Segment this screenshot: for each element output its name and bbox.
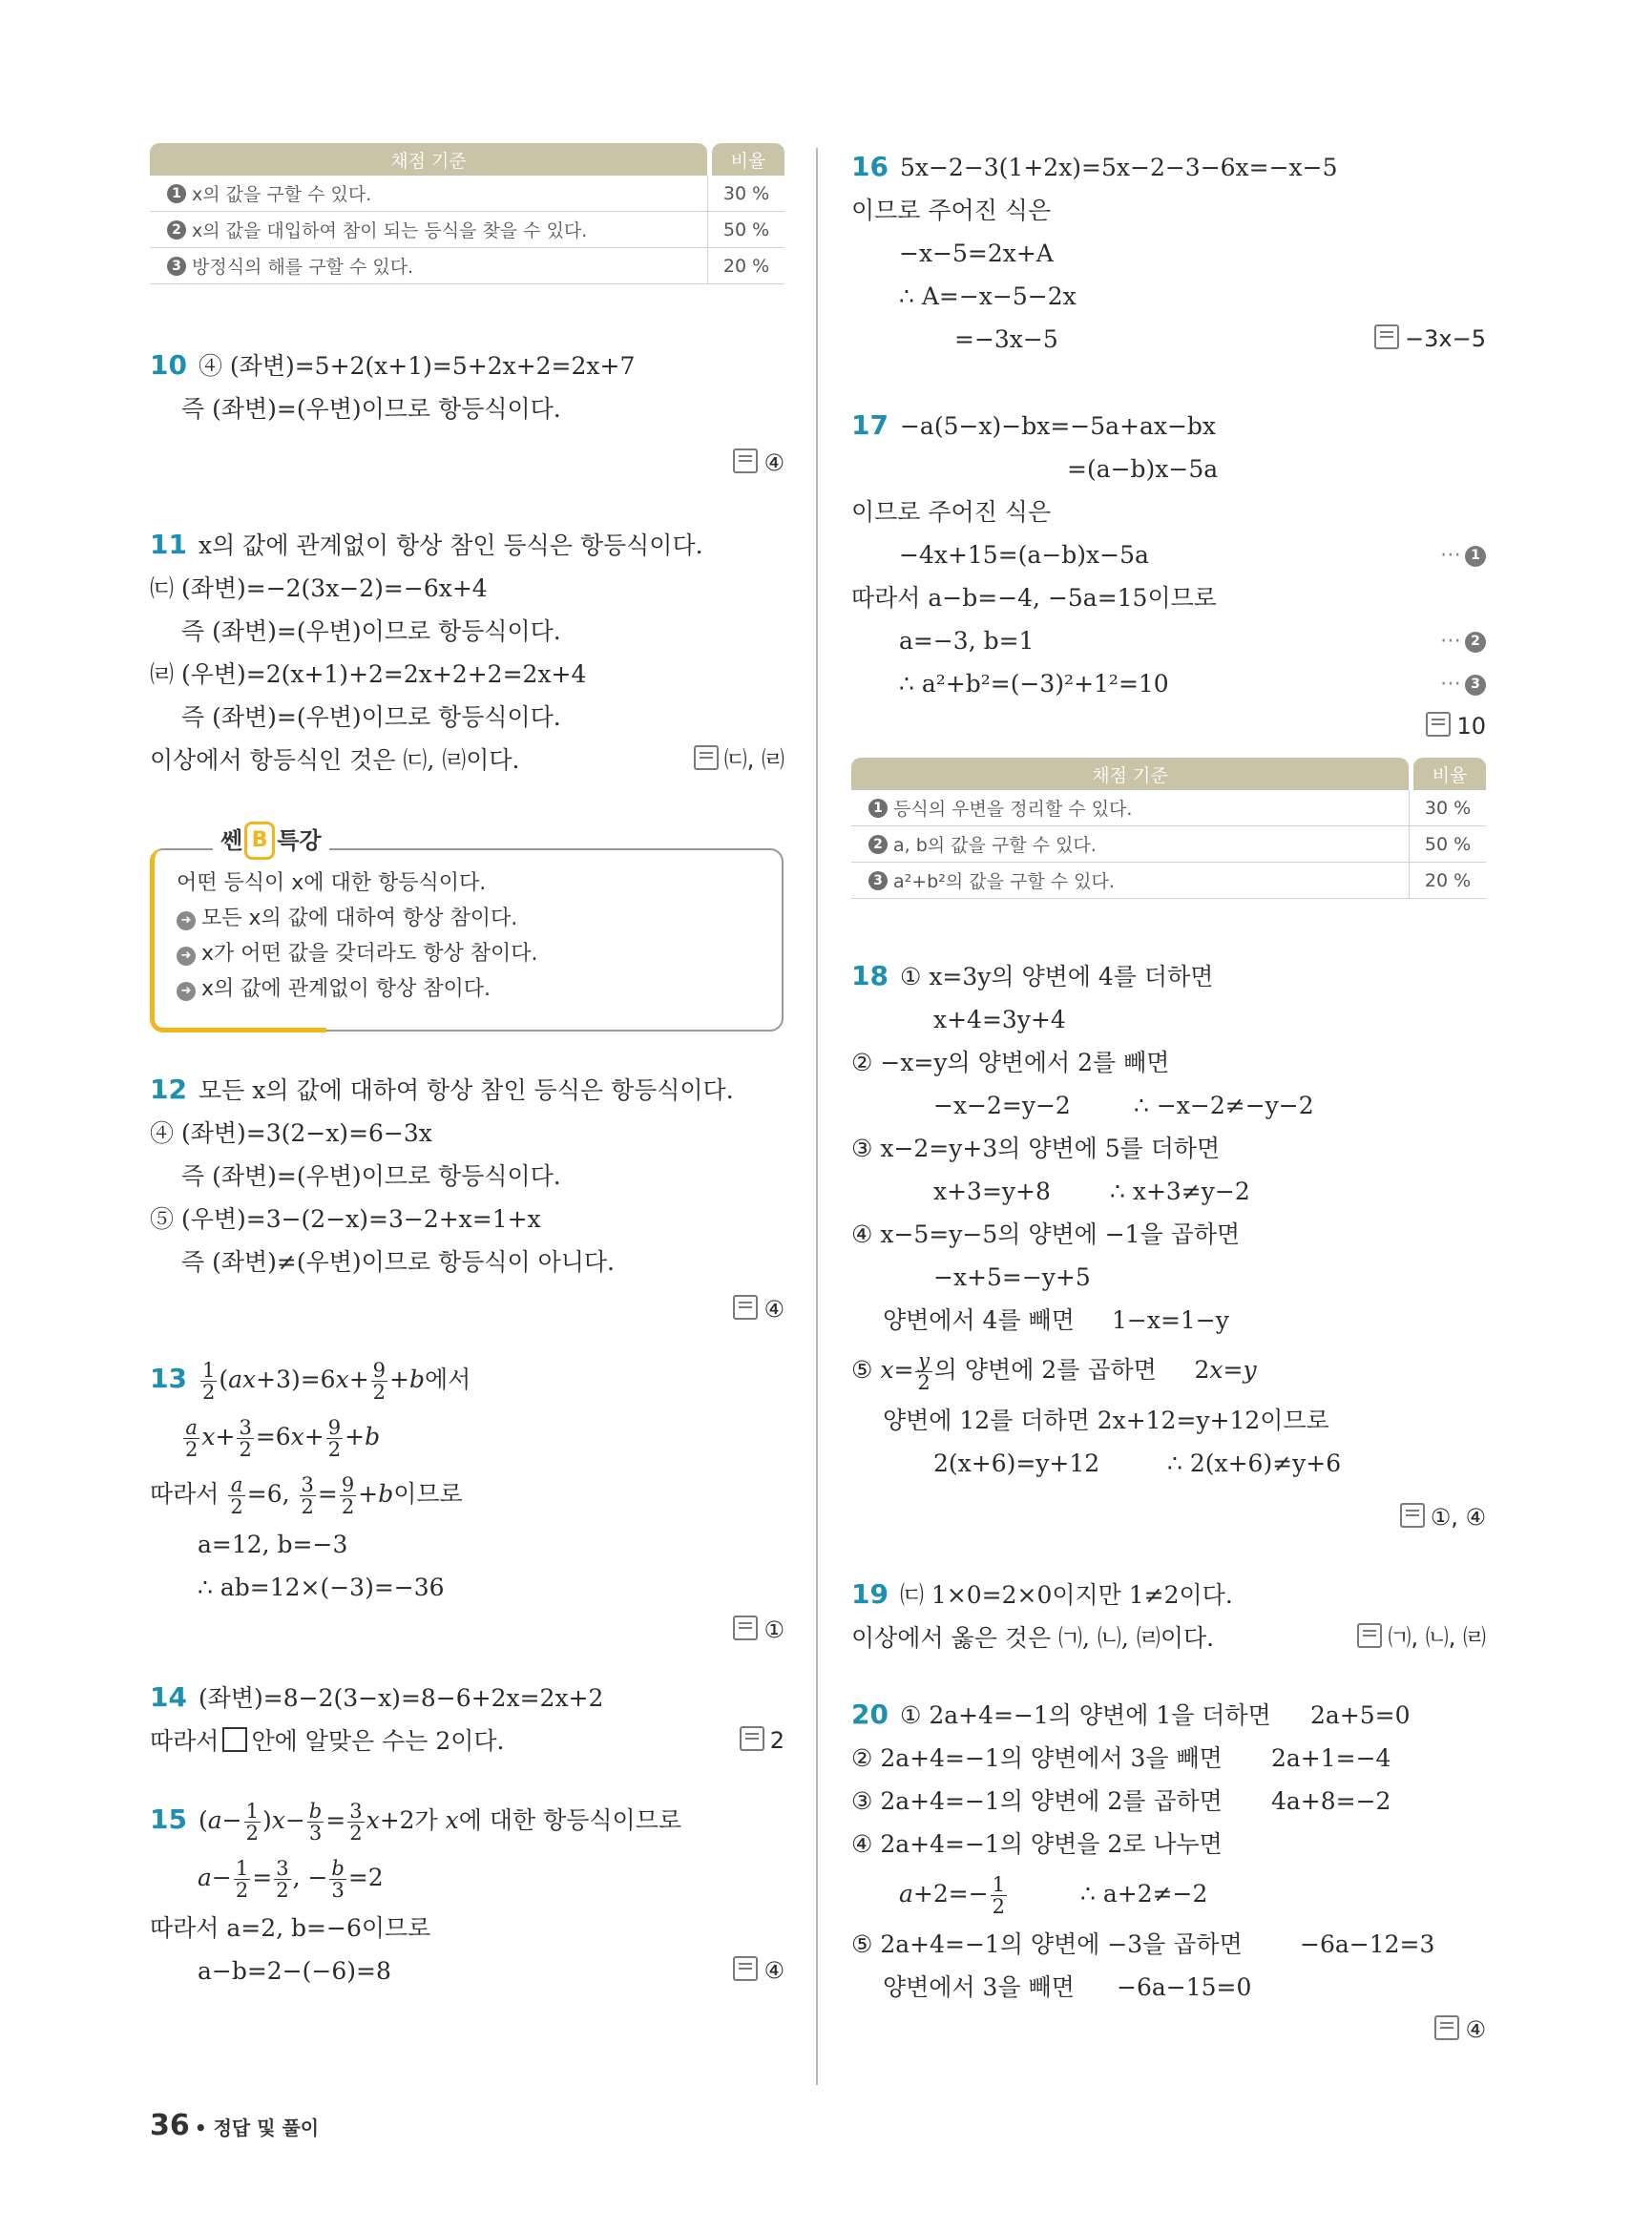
ratio-value: 20 % [1424, 869, 1472, 891]
solution-line: 4a+8=−2 [1271, 1787, 1391, 1815]
criteria-text: a²+b²의 값을 구할 수 있다. [893, 871, 1115, 892]
solution-line: ㈂ (좌변)=−2(3x−2)=−6x+4 [150, 574, 488, 602]
answer-icon [740, 1726, 764, 1751]
solution-line: 양변에서 3을 빼면 [883, 1973, 1075, 2001]
ratio-value: 20 % [722, 255, 770, 277]
step-3-icon: 3 [1465, 675, 1486, 696]
solution-line: (좌변)=8−2(3−x)=8−6+2x=2x+2 [198, 1684, 604, 1712]
right-column [851, 143, 1486, 2052]
step-marker: ⋯ 2 [1440, 619, 1486, 662]
table-header-criteria: 채점 기준 [851, 758, 1409, 790]
ratio-value: 30 % [1424, 797, 1472, 819]
criteria-text: 등식의 우변을 정리할 수 있다. [893, 799, 1133, 820]
solution-line: ① x=3y의 양변에 4를 더하면 [899, 963, 1214, 990]
tip-box [150, 820, 784, 1030]
answer-icon [733, 1616, 758, 1640]
step-number-icon: 2 [868, 835, 888, 854]
table-row [851, 826, 1486, 863]
tip-line: x가 어떤 값을 갖더라도 항상 참이다. [201, 942, 538, 966]
solution-line: a=−3, b=1 [899, 627, 1035, 655]
answer-icon [1400, 1503, 1425, 1528]
solution-line: x의 값에 관계없이 항상 참인 등식은 항등식이다. [198, 532, 703, 559]
table-row [150, 212, 784, 248]
solution-20 [851, 1693, 1486, 2052]
solution-line: 따라서 [150, 1727, 220, 1755]
solution-line: ③ 2a+4=−1의 양변에 2를 곱하면 [851, 1787, 1223, 1815]
question-number: 10 [150, 349, 187, 381]
solution-line: a=12, b=−3 [198, 1531, 348, 1558]
answer-text: ①, ④ [1430, 1504, 1486, 1531]
solution-line: 즉 (좌변)=(우변)이므로 항등식이다. [181, 617, 561, 645]
solution-line: 이상에서 옳은 것은 ㈀, ㈁, ㈃이다. [851, 1624, 1215, 1652]
solution-line: 모든 x의 값에 대하여 항상 참인 등식은 항등식이다. [198, 1076, 734, 1104]
solution-line: 즉 (좌변)=(우변)이므로 항등식이다. [181, 703, 561, 731]
criteria-text: a, b의 값을 구할 수 있다. [893, 835, 1097, 856]
answer-text: ① [763, 1616, 784, 1643]
answer-mark [694, 739, 784, 782]
solution-line: ∴ ab=12×(−3)=−36 [198, 1574, 445, 1601]
solution-line: 5x−2−3(1+2x)=5x−2−3−6x=−x−5 [899, 154, 1338, 181]
solution-line: 1−x=1−y [1112, 1306, 1229, 1334]
solution-line: ② −x=y의 양변에서 2를 빼면 [851, 1049, 1170, 1076]
tip-title: 쎈 B 특강 [213, 822, 329, 862]
grading-table-1 [150, 143, 784, 284]
solution-18 [851, 954, 1486, 1539]
criteria-text: x의 값을 대입하여 참이 되는 등식을 찾을 수 있다. [192, 220, 588, 241]
blank-box-icon [222, 1727, 247, 1752]
arrow-right-icon: ➜ [177, 947, 196, 966]
answer-text: ④ [763, 449, 784, 476]
solution-line: a−b=2−(−6)=8 [198, 1957, 391, 1985]
answer-text: 10 [1456, 713, 1486, 740]
answer-icon [733, 448, 758, 473]
step-number-icon: 1 [868, 799, 888, 818]
answer-mark [740, 1720, 784, 1762]
column-divider [816, 148, 818, 2085]
answer-mark [1374, 318, 1486, 361]
question-number: 16 [851, 151, 889, 182]
solution-line: −6a−12=3 [1300, 1930, 1435, 1958]
solution-line: ∴ 2(x+6)≠y+6 [1167, 1449, 1342, 1477]
solution-line: 2a+1=−4 [1271, 1744, 1391, 1772]
table-row [150, 176, 784, 212]
answer-icon [733, 1956, 758, 1981]
solution-line: −x−2=y−2 [933, 1092, 1071, 1119]
question-number: 12 [150, 1074, 187, 1105]
answer-icon [733, 1295, 758, 1320]
ratio-value: 50 % [722, 219, 770, 240]
answer-icon [1357, 1623, 1382, 1648]
solution-line: 2a+5=0 [1309, 1701, 1411, 1729]
solution-line: ④ (좌변)=3(2−x)=6−3x [150, 1119, 432, 1147]
answer-text: ④ [763, 1296, 784, 1323]
solution-line: ② 2a+4=−1의 양변에서 3을 빼면 [851, 1744, 1223, 1772]
solution-line: ④ 2a+4=−1의 양변을 2로 나누면 [851, 1830, 1223, 1858]
page-footer: 36 • 정답 및 풀이 [150, 2109, 320, 2142]
solution-line: ∴ −x−2≠−y−2 [1134, 1092, 1314, 1119]
arrow-right-icon: ➜ [177, 982, 196, 1001]
answer-text: 2 [769, 1727, 784, 1754]
tip-line: 모든 x의 값에 대하여 항상 참이다. [201, 907, 518, 930]
question-number: 20 [851, 1699, 889, 1730]
question-number: 17 [851, 409, 889, 441]
solution-15 [150, 1791, 784, 1992]
solution-13 [150, 1350, 784, 1652]
left-column [150, 143, 784, 1992]
solution-line: =−3x−5 [954, 325, 1058, 353]
solution-line: ⑤ 2a+4=−1의 양변에 −3을 곱하면 [851, 1930, 1243, 1958]
tip-line: x의 값에 관계없이 항상 참이다. [201, 977, 491, 1001]
answer-mark [733, 1609, 784, 1652]
solution-17 [851, 404, 1486, 748]
solution-line: 양변에서 4를 빼면 [883, 1306, 1075, 1334]
solution-line: 이므로 주어진 식은 [851, 498, 1052, 526]
solution-line: $\frac{a}{2}$ x+ $\frac{3}{2}$ =6x+ $\frac{9}{2}$ +b [185, 1416, 381, 1461]
solution-line: 양변에 12를 더하면 2x+12=y+12이므로 [883, 1407, 1329, 1434]
solution-line: 따라서 $\frac{a}{2}$ =6, $\frac{3}{2}$ = $\frac{9}{2}$ +b이므로 [150, 1473, 463, 1518]
question-number: 14 [150, 1681, 187, 1713]
step-number-icon: 3 [868, 871, 888, 890]
solution-line: ④ (좌변)=5+2(x+1)=5+2x+2=2x+7 [198, 352, 636, 380]
answer-mark [1400, 1496, 1486, 1539]
solution-line: ∴ A=−x−5−2x [899, 282, 1077, 310]
answer-text: ④ [1465, 2016, 1486, 2043]
criteria-text: 방정식의 해를 구할 수 있다. [192, 257, 414, 278]
answer-text: ㈂, ㈃ [723, 746, 784, 773]
table-header-criteria: 채점 기준 [150, 143, 707, 176]
solution-19 [851, 1573, 1486, 1659]
solution-16 [851, 145, 1486, 361]
step-number-icon: 1 [167, 184, 186, 203]
solution-line: 안에 알맞은 수는 2이다. [251, 1727, 505, 1755]
solution-line: −6a−15=0 [1117, 1973, 1252, 2001]
question-number: 19 [851, 1578, 889, 1610]
ratio-value: 50 % [1424, 833, 1472, 855]
answer-icon [1434, 2015, 1459, 2040]
step-number-icon: 3 [167, 257, 186, 276]
answer-mark [1426, 705, 1486, 748]
solution-line: a+2=− $\frac{1}{2}$ ∴ a+2≠−2 [899, 1873, 1208, 1918]
solution-line: 따라서 a−b=−4, −5a=15이므로 [851, 584, 1217, 612]
tip-line: 어떤 등식이 x에 대한 항등식이다. [177, 871, 487, 895]
solution-line: x+4=3y+4 [933, 1006, 1066, 1033]
solution-line: 즉 (좌변)=(우변)이므로 항등식이다. [181, 1162, 561, 1190]
question-number: 15 [150, 1804, 187, 1835]
answer-text: ㈀, ㈁, ㈃ [1388, 1624, 1486, 1651]
answer-mark [1434, 2009, 1486, 2052]
answer-text: ④ [763, 1957, 784, 1984]
step-1-icon: 1 [1465, 546, 1486, 567]
solution-line: 즉 (좌변)=(우변)이므로 항등식이다. [181, 395, 561, 423]
solution-line: 따라서 a=2, b=−6이므로 [150, 1914, 431, 1942]
b-logo-icon: B [244, 822, 275, 860]
table-row [851, 863, 1486, 899]
grading-table-2 [851, 758, 1486, 899]
solution-line: 즉 (좌변)≠(우변)이므로 항등식이 아니다. [181, 1248, 615, 1276]
solution-line: =(a−b)x−5a [1067, 455, 1219, 483]
answer-mark [733, 1288, 784, 1331]
question-number: 11 [150, 529, 187, 560]
table-header-ratio: 비율 [1413, 758, 1486, 790]
solution-line: ㈃ (우변)=2(x+1)+2=2x+2+2=2x+4 [150, 660, 587, 688]
table-row [851, 790, 1486, 826]
answer-icon [694, 745, 719, 770]
solution-line: 13 $\frac{1}{2}$ (ax+3)=6x+ $\frac{9}{2}$ +b에서 [150, 1359, 471, 1404]
answer-icon [1426, 712, 1451, 737]
step-marker: ⋯ 3 [1440, 662, 1486, 705]
solution-line: x+3=y+8 [933, 1178, 1051, 1205]
step-2-icon: 2 [1465, 632, 1486, 653]
step-number-icon: 2 [167, 220, 186, 240]
solution-11 [150, 523, 784, 782]
footer-label: 정답 및 풀이 [213, 2116, 320, 2139]
solution-line: 이므로 주어진 식은 [851, 197, 1052, 224]
answer-text: −3x−5 [1405, 325, 1486, 352]
question-number: 13 [150, 1363, 187, 1394]
step-marker: ⋯ 1 [1440, 533, 1486, 576]
solution-line: 이상에서 항등식인 것은 ㈂, ㈃이다. [150, 746, 520, 774]
solution-14 [150, 1676, 784, 1762]
solution-line: ① 2a+4=−1의 양변에 1을 더하면 [899, 1701, 1271, 1729]
solution-line: ∴ x+3≠y−2 [1110, 1178, 1250, 1205]
solution-line: ③ x−2=y+3의 양변에 5를 더하면 [851, 1135, 1221, 1162]
solution-line: ㈂ 1×0=2×0이지만 1≠2이다. [899, 1581, 1233, 1609]
criteria-text: x의 값을 구할 수 있다. [192, 184, 372, 205]
solution-12 [150, 1068, 784, 1331]
ratio-value: 30 % [722, 182, 770, 204]
solution-10 [150, 344, 784, 485]
solution-line: −a(5−x)−bx=−5a+ax−bx [899, 412, 1217, 440]
solution-line: a− $\frac{1}{2}$ = $\frac{3}{2}$ , − $\frac{b}{3}$ =2 [198, 1857, 384, 1902]
table-header-ratio: 비율 [712, 143, 784, 176]
solution-line: 2(x+6)=y+12 [933, 1449, 1100, 1477]
solution-line: ⑤ (우변)=3−(2−x)=3−2+x=1+x [150, 1205, 541, 1233]
arrow-right-icon: ➜ [177, 911, 196, 930]
solution-line: ∴ a²+b²=(−3)²+1²=10 [899, 670, 1169, 698]
page-number: 36 [150, 2109, 190, 2142]
solution-line: −x−5=2x+A [899, 240, 1054, 267]
solution-line: ④ x−5=y−5의 양변에 −1을 곱하면 [851, 1220, 1241, 1248]
question-number: 18 [851, 960, 889, 991]
answer-icon [1374, 324, 1399, 349]
solution-line: −x+5=−y+5 [933, 1263, 1091, 1291]
solution-line: −4x+15=(a−b)x−5a [899, 541, 1149, 569]
answer-mark [733, 1950, 784, 1992]
solution-line: ⑤ x= $\frac{y}{2}$ 의 양변에 2를 곱하면 2x=y [851, 1349, 1257, 1394]
table-row [150, 248, 784, 284]
answer-mark [1357, 1616, 1486, 1659]
answer-mark [733, 442, 784, 485]
solution-line: 15 (a− $\frac{1}{2}$ )x− $\frac{b}{3}$ = $\frac{3}{2}$ x+2가 x에 대한 항등식이므로 [150, 1800, 681, 1845]
